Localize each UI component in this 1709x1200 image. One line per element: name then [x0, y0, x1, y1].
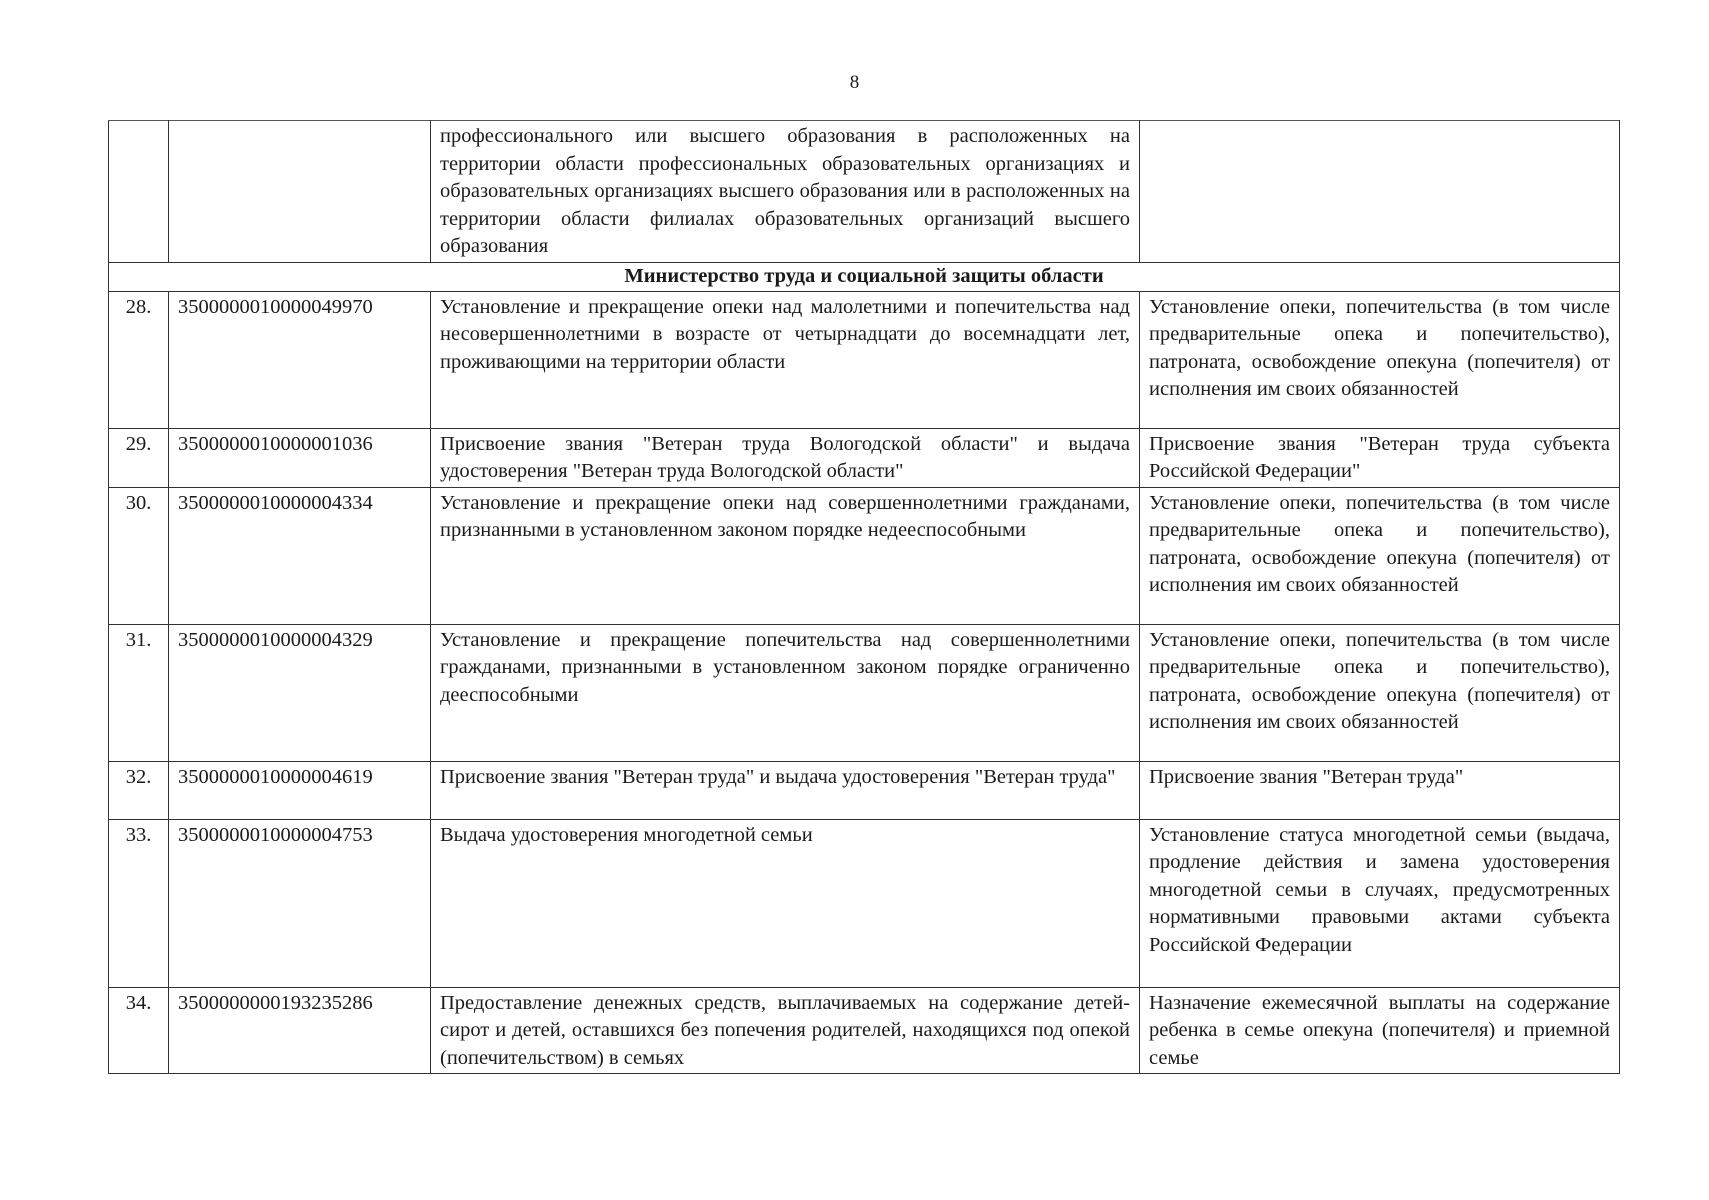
service-description: Присвоение звания "Ветеран труда" и выдача удостоверения "Ветеран труда" — [431, 761, 1140, 819]
description-cell: профессионального или высшего образования в расположенных на территории области профессиональных образовательных организациях и образовательных организациях высшего образования или в расположенных на территории области филиалах образовательных организаций высшего образования — [431, 121, 1140, 263]
service-cell — [1140, 121, 1620, 263]
service-code: 3500000010000004329 — [169, 624, 431, 761]
table-row — [109, 487, 1620, 624]
service-description: Установление и прекращение опеки над совершеннолетними гражданами, признанными в установленном законом порядке недееспособными — [431, 487, 1140, 624]
service-code: 3500000010000049970 — [169, 291, 431, 428]
row-number: 33. — [109, 819, 169, 987]
federal-service: Присвоение звания "Ветеран труда" — [1140, 761, 1620, 819]
row-number: 29. — [109, 428, 169, 487]
service-code: 3500000010000004334 — [169, 487, 431, 624]
service-description: Установление и прекращение попечительства над совершеннолетними гражданами, признанными в установленном законом порядке ограниченно дееспособными — [431, 624, 1140, 761]
table-row — [109, 624, 1620, 761]
table-row — [109, 428, 1620, 487]
federal-service: Назначение ежемесячной выплаты на содержание ребенка в семье опекуна (попечителя) и приемной семье — [1140, 987, 1620, 1074]
service-description: Установление и прекращение опеки над малолетними и попечительства над несовершеннолетними в возрасте от четырнадцати до восемнадцати лет, проживающими на территории области — [431, 291, 1140, 428]
services-table — [108, 120, 1620, 1074]
federal-service: Присвоение звания "Ветеран труда субъекта Российской Федерации" — [1140, 428, 1620, 487]
row-number: 34. — [109, 987, 169, 1074]
number-cell — [109, 121, 169, 263]
federal-service: Установление опеки, попечительства (в том числе предварительные опека и попечительство), патроната, освобождение опекуна (попечителя) от исполнения им своих обязанностей — [1140, 291, 1620, 428]
section-heading-row — [109, 263, 1620, 292]
service-description: Предоставление денежных средств, выплачиваемых на содержание детей-сирот и детей, оставшихся без попечения родителей, находящихся под опекой (попечительством) в семьях — [431, 987, 1140, 1074]
federal-service: Установление опеки, попечительства (в том числе предварительные опека и попечительство), патроната, освобождение опекуна (попечителя) от исполнения им своих обязанностей — [1140, 624, 1620, 761]
service-code: 3500000010000004753 — [169, 819, 431, 987]
service-description: Выдача удостоверения многодетной семьи — [431, 819, 1140, 987]
service-code: 3500000010000004619 — [169, 761, 431, 819]
section-heading: Министерство труда и социальной защиты области — [109, 263, 1620, 292]
code-cell — [169, 121, 431, 263]
federal-service: Установление опеки, попечительства (в том числе предварительные опека и попечительство), патроната, освобождение опекуна (попечителя) от исполнения им своих обязанностей — [1140, 487, 1620, 624]
row-number: 31. — [109, 624, 169, 761]
service-description: Присвоение звания "Ветеран труда Вологодской области" и выдача удостоверения "Ветеран труда Вологодской области" — [431, 428, 1140, 487]
row-number: 30. — [109, 487, 169, 624]
table-row — [109, 987, 1620, 1074]
table-row — [109, 291, 1620, 428]
table-row — [109, 819, 1620, 987]
service-code: 3500000010000001036 — [169, 428, 431, 487]
page-number: 8 — [849, 72, 860, 93]
federal-service: Установление статуса многодетной семьи (выдача, продление действия и замена удостоверения многодетной семьи в случаях, предусмотренных нормативными правовыми актами субъекта Российской Федерации — [1140, 819, 1620, 987]
table-row-continuation — [109, 121, 1620, 263]
service-code: 3500000000193235286 — [169, 987, 431, 1074]
table-row — [109, 761, 1620, 819]
row-number: 28. — [109, 291, 169, 428]
row-number: 32. — [109, 761, 169, 819]
